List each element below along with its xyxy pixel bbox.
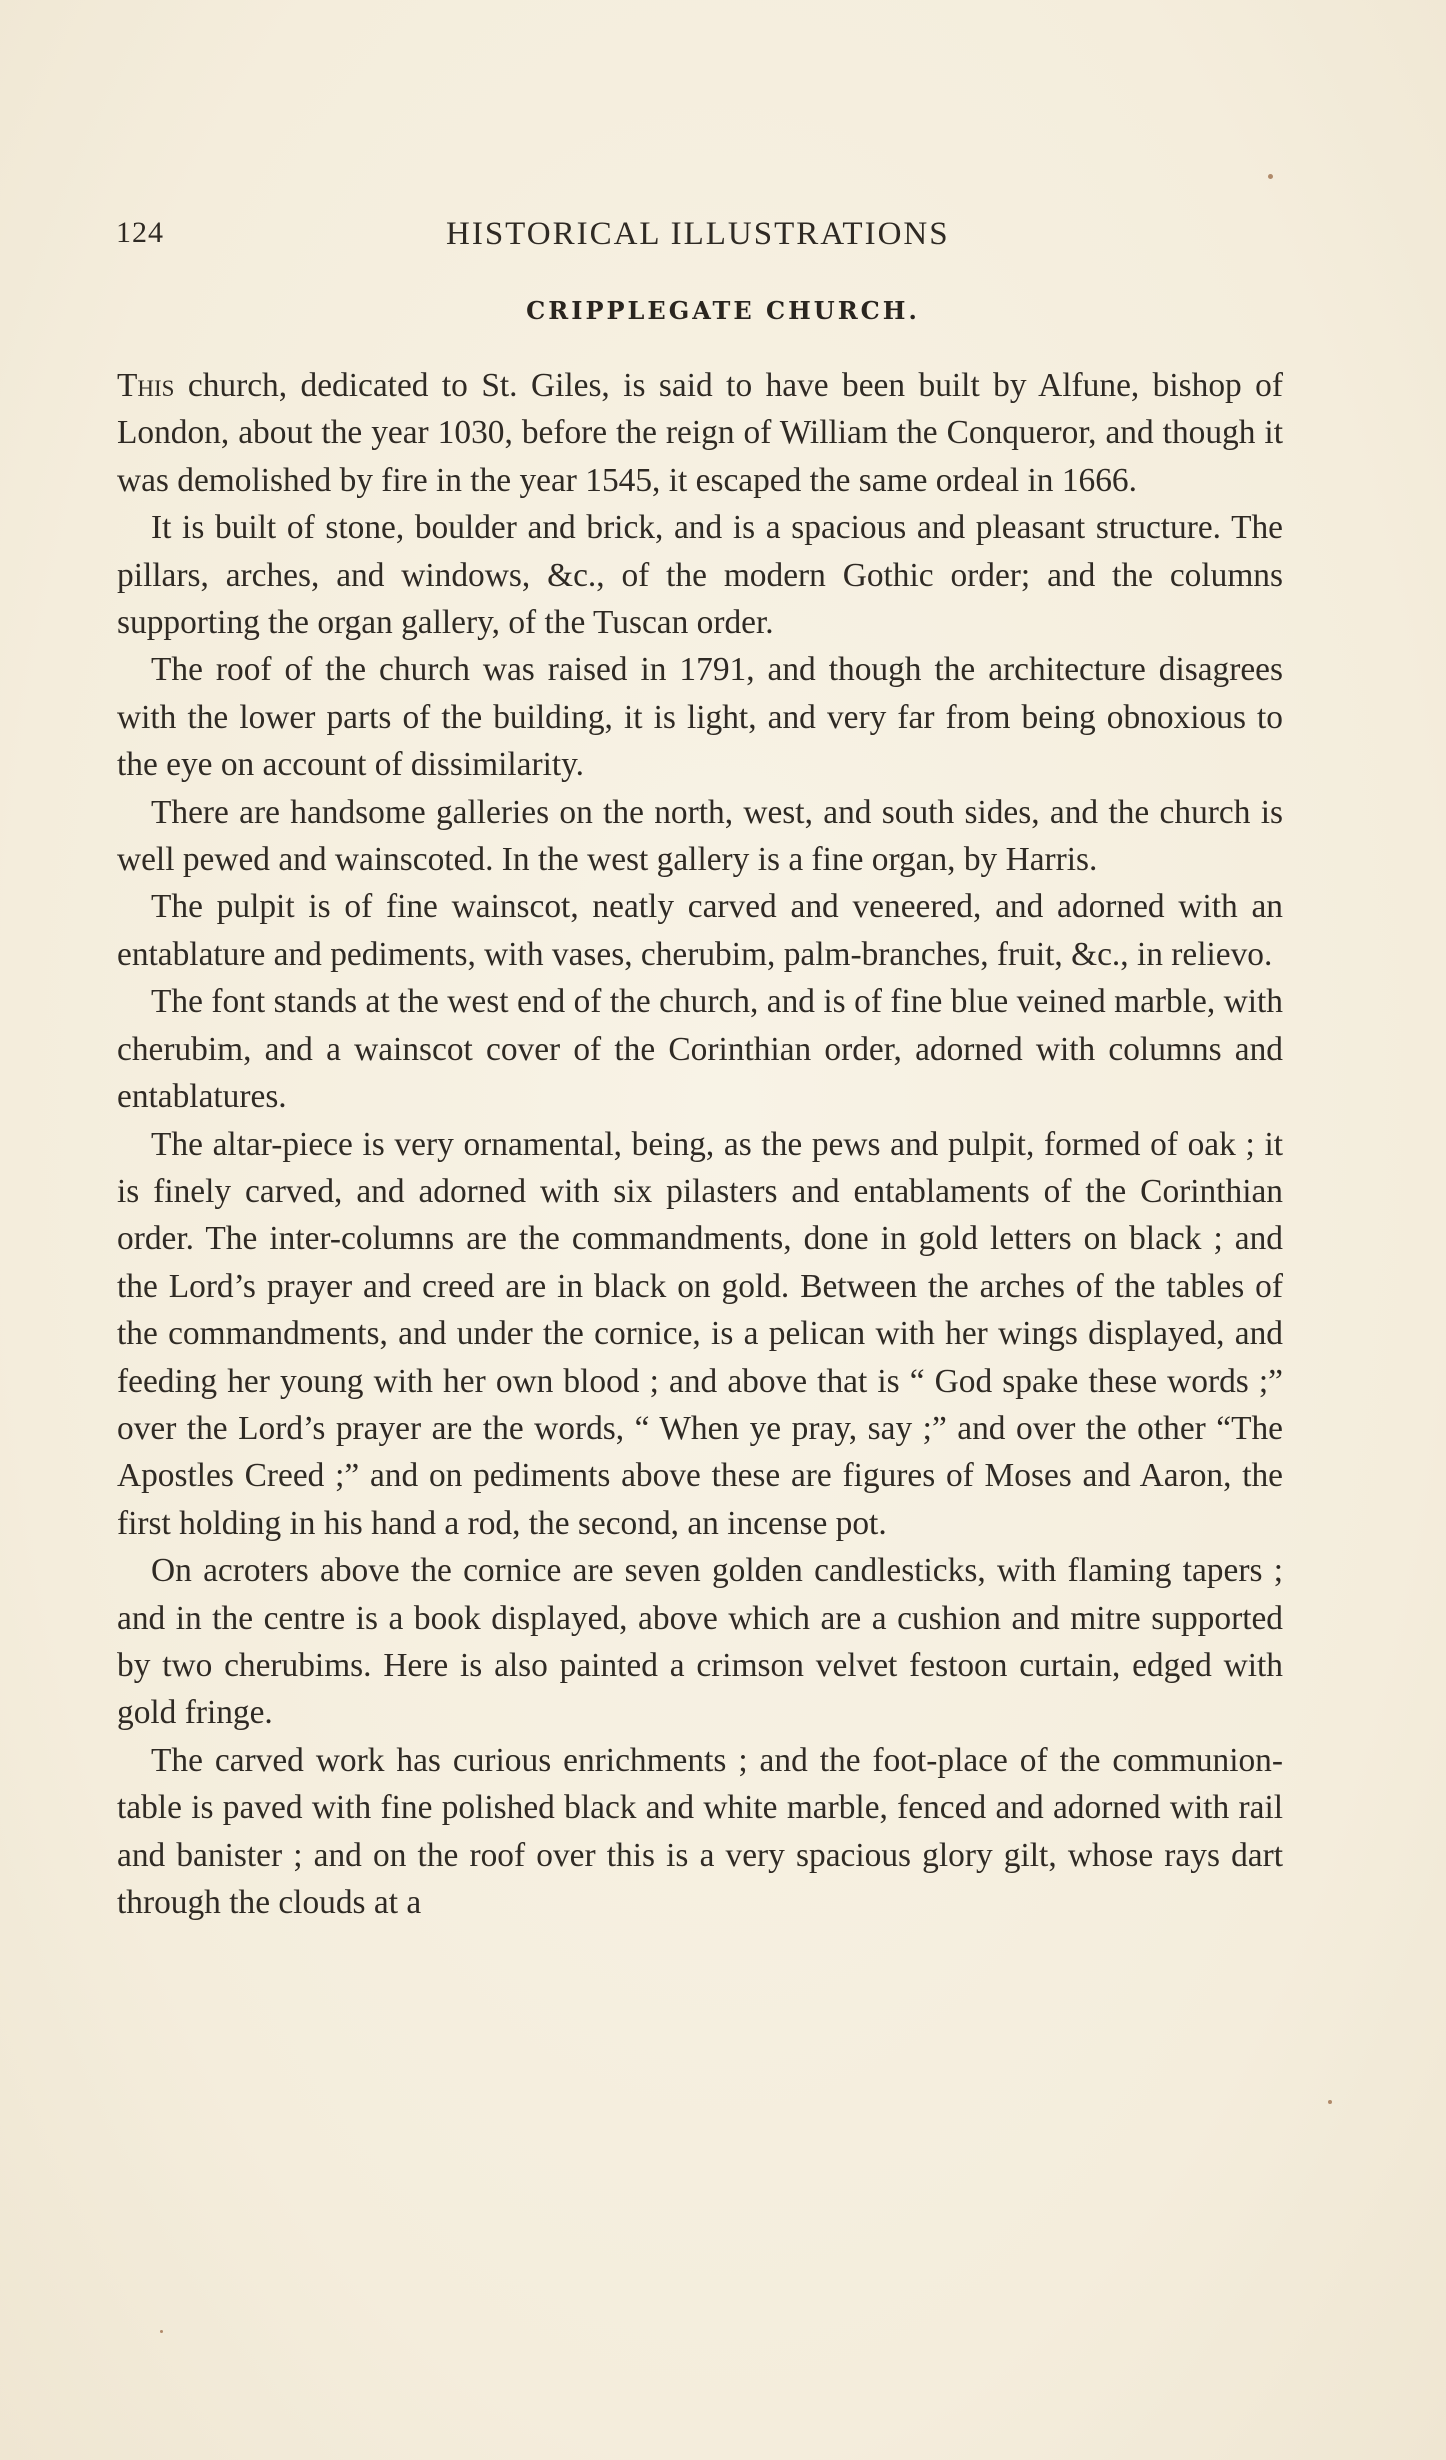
page-blemish-mark: [1328, 2100, 1332, 2104]
page-blemish-mark: [1268, 174, 1273, 179]
paragraph-text: church, dedicated to St. Giles, is said to have been built by Alfune, bishop of London, about the year 1030, before the reign of William the Conqueror, and though it was demolished by fire in the year 1545, it escaped the same ordeal in 1666.: [117, 367, 1283, 499]
page-number: 124: [116, 216, 164, 249]
running-title: HISTORICAL ILLUSTRATIONS: [446, 216, 950, 252]
paragraph: The pulpit is of fine wainscot, neatly carved and veneered, and adorned with an entablature and pediments, with vases, cherubim, palm-branches, fruit, &c., in relievo.: [117, 888, 1283, 973]
body-text: [117, 362, 1283, 1926]
paragraph: It is built of stone, boulder and brick, and is a spacious and pleasant structure. The pillars, arches, and windows, &c., of the modern Gothic order; and the columns supporting the organ gallery, of the Tuscan order.: [117, 509, 1283, 642]
section-title: CRIPPLEGATE CHURCH.: [526, 296, 920, 325]
paragraph: [117, 362, 1283, 504]
running-head: [116, 216, 1282, 266]
paragraph: The font stands at the west end of the church, and is of fine blue veined marble, with cherubim, and a wainscot cover of the Corinthian order, adorned with columns and entablatures.: [117, 983, 1283, 1116]
paragraph: The carved work has curious enrichments ; and the foot-place of the communion-table is paved with fine polished black and white marble, fenced and adorned with rail and banister ; and on the roof over this is a very spacious glory gilt, whose rays dart through the clouds at a: [117, 1741, 1283, 1921]
paragraph: There are handsome galleries on the north, west, and south sides, and the church is well pewed and wainscoted. In the west gallery is a fine organ, by Harris.: [117, 793, 1283, 879]
paragraph: The altar-piece is very ornamental, being, as the pews and pulpit, formed of oak ; it is finely carved, and adorned with six pilasters and entablaments of the Corinthian order. The inter-columns are the commandments, done in gold letters on black ; and the Lord’s prayer and creed are in black on gold. Between the arches of the tables of the commandments, and under the cornice, is a pelican with her wings displayed, and feeding her young with her own blood ; and above that is “ God spake these words ;” over the Lord’s prayer are the words, “ When ye pray, say ;” and over the other “The Apostles Creed ;” and on pediments above these are figures of Moses and Aaron, the first holding in his hand a rod, the second, an incense pot.: [117, 1125, 1283, 1542]
paragraph: The roof of the church was raised in 1791, and though the architecture disagrees with the lower parts of the building, it is light, and very far from being obnoxious to the eye on account of dissimilarity.: [117, 651, 1283, 784]
page-blemish-mark: [160, 2330, 163, 2333]
paragraph-lead-word: This: [117, 367, 175, 404]
paragraph: On acroters above the cornice are seven golden candlesticks, with flaming tapers ; and in the centre is a book displayed, above which are a cushion and mitre supported by two cherubims. Here is also painted a crimson velvet festoon curtain, edged with gold fringe.: [117, 1552, 1283, 1732]
